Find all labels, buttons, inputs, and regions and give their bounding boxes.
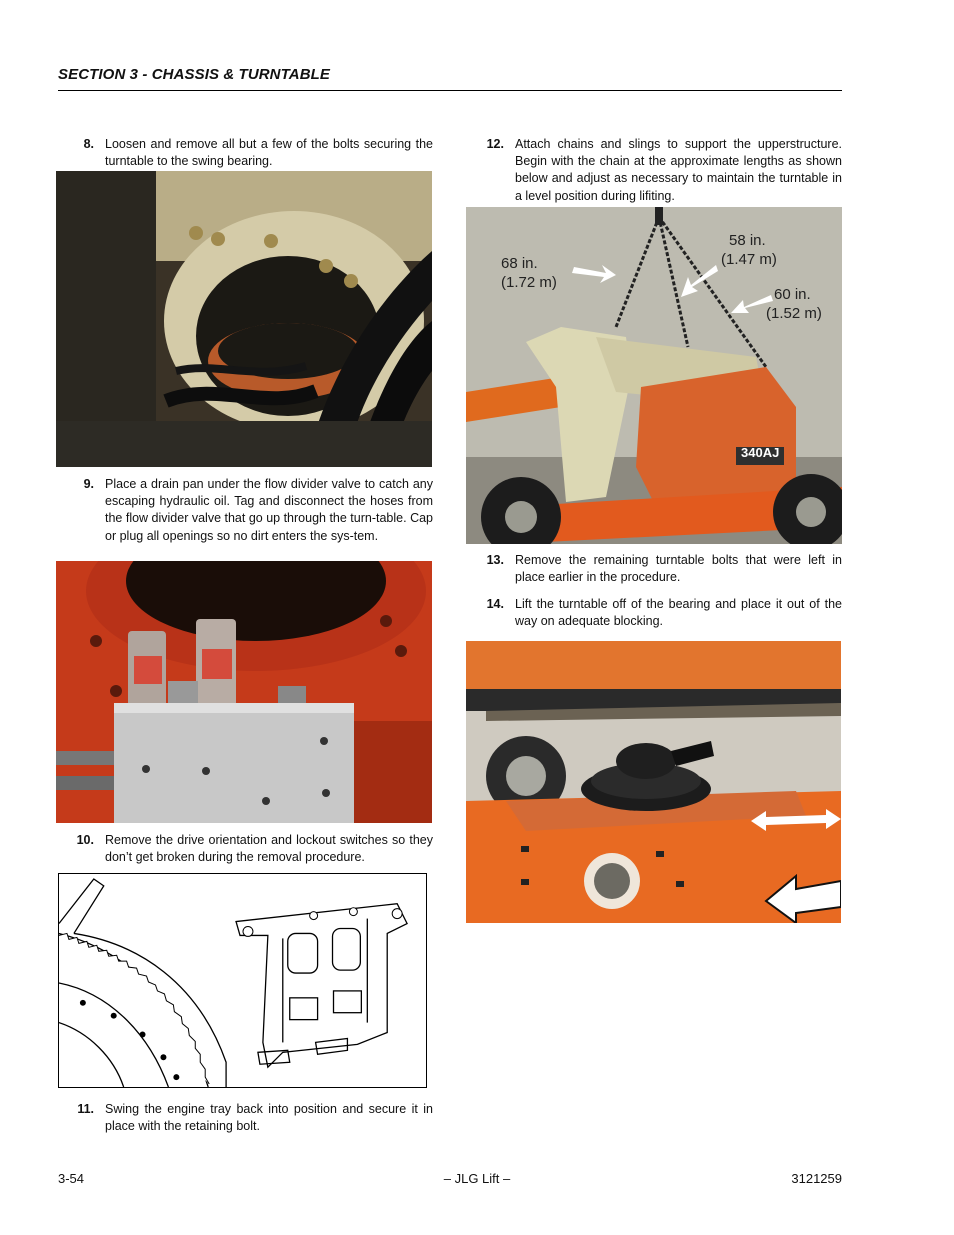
step-text: Lift the turntable off of the bearing and place it out of the way on adequate blocking. [515, 597, 842, 629]
step-number: 11. [77, 1102, 94, 1116]
footer-publisher: – JLG Lift – [443, 1171, 511, 1186]
step-9 [58, 476, 433, 562]
step-number: 9. [83, 477, 94, 491]
label-60-in: 60 in. (1.52 m) [766, 286, 822, 322]
header-divider [58, 90, 842, 91]
photo-lifting-chains [466, 207, 842, 544]
label-68-in: 68 in. (1.72 m) [501, 255, 557, 291]
step-text: Swing the engine tray back into position and secure it in place with the retaining bolt. [105, 1102, 433, 1134]
page-number: 3-54 [58, 1171, 85, 1186]
document-number: 3121259 [791, 1171, 842, 1186]
model-decal: 340AJ [741, 445, 780, 460]
step-13 [468, 552, 843, 588]
section-title: SECTION 3 - CHASSIS & TURNTABLE [58, 66, 331, 83]
step-11 [58, 1101, 433, 1137]
step-10 [58, 832, 433, 868]
step-text: Remove the remaining turntable bolts that were left in place earlier in the procedure. [515, 553, 842, 585]
step-text: Attach chains and slings to support the upperstructure. Begin with the chain at the approximate lengths as shown below and adjust as necessary to maintain the turntable in a level position during lifiting. [515, 137, 842, 203]
step-text: Remove the drive orientation and lockout switches so they don’t get broken during the removal procedure. [105, 833, 433, 865]
photo-turntable-lifted [466, 641, 841, 923]
step-number: 13. [486, 553, 504, 567]
step-8 [58, 136, 433, 172]
step-number: 12. [486, 137, 504, 151]
label-58-in: 58 in. (1.47 m) [721, 232, 777, 268]
photo-flow-divider-valve [56, 561, 432, 823]
step-12 [468, 136, 843, 206]
step-number: 10. [76, 833, 94, 847]
step-number: 8. [83, 137, 94, 151]
step-text: Place a drain pan under the flow divider valve to catch any escaping hydraulic oil. Tag and disconnect the hoses from the flow divider valve that go up through the turn-table. Cap or plug all openings so no dirt enters the sys-tem. [105, 477, 433, 543]
step-14 [468, 596, 843, 632]
drawing-orientation-switches [58, 873, 427, 1088]
photo-turntable-bolts [56, 171, 432, 467]
step-number: 14. [486, 597, 504, 611]
step-text: Loosen and remove all but a few of the bolts securing the turntable to the swing bearing. [105, 137, 433, 169]
